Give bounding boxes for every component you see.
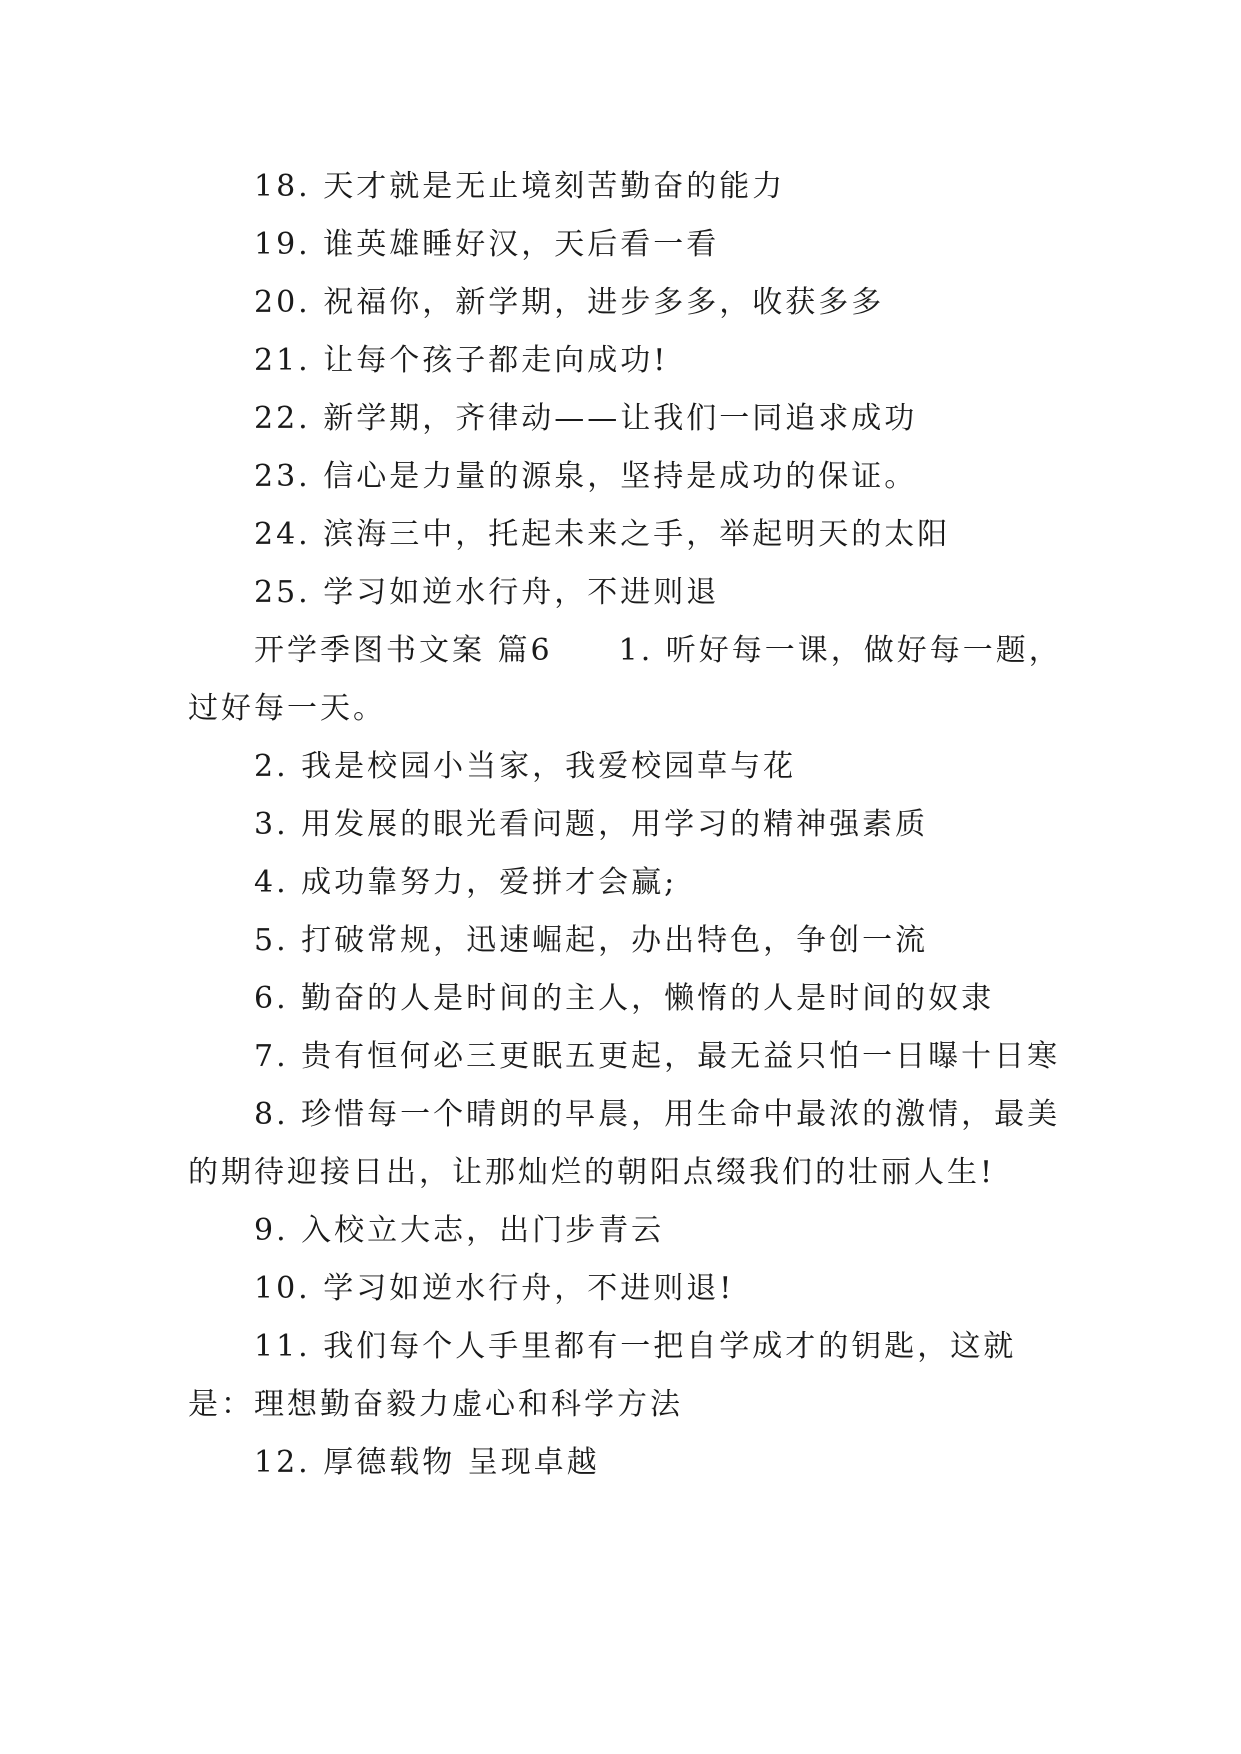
paragraph-4: 4. 成功靠努力，爱拼才会赢; [254, 865, 678, 900]
paragraph-3: 3. 用发展的眼光看问题，用学习的精神强素质 [254, 807, 929, 842]
paragraph-2: 2. 我是校园小当家，我爱校园草与花 [254, 749, 797, 784]
paragraph-18: 18. 天才就是无止境刻苦勤奋的能力 [254, 169, 786, 204]
document-body [188, 158, 1068, 1492]
paragraph-23: 23. 信心是力量的源泉，坚持是成功的保证。 [254, 459, 918, 494]
paragraph-10: 10. 学习如逆水行舟，不进则退! [254, 1271, 735, 1306]
section-heading-paragraph-1: 开学季图书文案 篇6 1. 听好每一课，做好每一题，过好每一天。 [188, 633, 1062, 726]
paragraph-9: 9. 入校立大志，出门步青云 [254, 1213, 665, 1248]
paragraph-24: 24. 滨海三中，托起未来之手，举起明天的太阳 [254, 517, 951, 552]
paragraph-21: 21. 让每个孩子都走向成功! [254, 343, 669, 378]
paragraph-19: 19. 谁英雄睡好汉，天后看一看 [254, 227, 720, 262]
paragraph-25: 25. 学习如逆水行舟，不进则退 [254, 575, 720, 610]
paragraph-7: 7. 贵有恒何必三更眠五更起，最无益只怕一日曝十日寒 [254, 1039, 1061, 1074]
paragraph-8: 8. 珍惜每一个晴朗的早晨，用生命中最浓的激情，最美的期待迎接日出，让那灿烂的朝阳点缀我们的壮丽人生! [188, 1097, 1061, 1190]
paragraph-22: 22. 新学期，齐律动——让我们一同追求成功 [254, 401, 918, 436]
paragraph-5: 5. 打破常规，迅速崛起，办出特色，争创一流 [254, 923, 929, 958]
paragraph-12: 12. 厚德载物 呈现卓越 [254, 1445, 600, 1480]
paragraph-6: 6. 勤奋的人是时间的主人，懒惰的人是时间的奴隶 [254, 981, 995, 1016]
paragraph-11: 11. 我们每个人手里都有一把自学成才的钥匙，这就是：理想勤奋毅力虚心和科学方法 [188, 1329, 1017, 1422]
paragraph-20: 20. 祝福你，新学期，进步多多，收获多多 [254, 285, 885, 320]
